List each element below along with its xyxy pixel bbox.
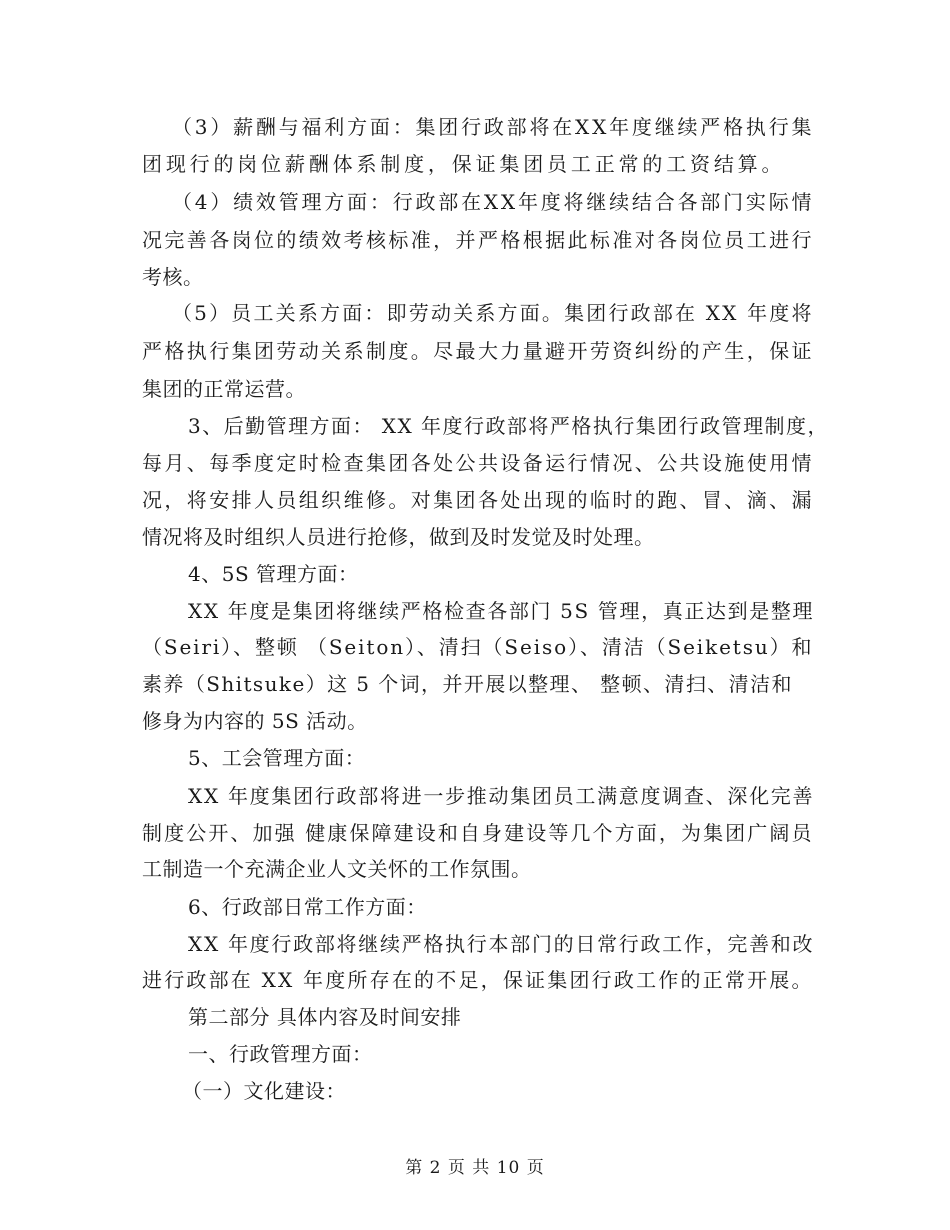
text-line: 集团的正常运营。 xyxy=(142,377,306,401)
text-line: 4、5S 管理方面： xyxy=(188,562,359,586)
text-line: 况，将安排人员组织维修。对集团各处出现的临时的跑、冒、滴、漏 xyxy=(142,488,814,512)
text-line: 工制造一个充满企业人文关怀的工作氛围。 xyxy=(142,857,532,881)
text-line: 团现行的岗位薪酬体系制度，保证集团员工正常的工资结算。 xyxy=(142,152,786,176)
text-line: 5、工会管理方面： xyxy=(188,746,366,770)
section-heading: 第二部分 具体内容及时间安排 xyxy=(188,1005,462,1029)
text-line: （4）绩效管理方面：行政部在XX年度将继续结合各部门实际情 xyxy=(172,190,815,214)
text-line: 素养（Shitsuke）这 5 个词，并开展以整理、 整顿、清扫、清洁和 xyxy=(142,672,793,696)
text-line: XX 年度行政部将继续严格执行本部门的日常行政工作，完善和改 xyxy=(188,932,815,956)
text-line: 每月、每季度定时检查集团各处公共设备运行情况、公共设施使用情 xyxy=(142,451,814,475)
text-line: 6、行政部日常工作方面： xyxy=(188,895,427,919)
text-line: XX 年度集团行政部将进一步推动集团员工满意度调查、深化完善 xyxy=(188,784,815,808)
text-line: （Seiri）、整顿 （Seiton）、清扫（Seiso）、清洁（Seiketsu）和 xyxy=(142,635,814,659)
text-line: 严格执行集团劳动关系制度。尽最大力量避开劳资纠纷的产生，保证 xyxy=(142,339,814,363)
page-number-footer: 第 2 页 共 10 页 xyxy=(405,1158,545,1178)
subsection-heading: （一）文化建设： xyxy=(182,1079,346,1103)
text-line: 修身为内容的 5S 活动。 xyxy=(142,709,368,733)
text-line: 情况将及时组织人员进行抢修，做到及时发觉及时处理。 xyxy=(142,525,655,549)
section-heading: 一、行政管理方面： xyxy=(188,1042,373,1066)
text-line: （5）员工关系方面：即劳动关系方面。集团行政部在 XX 年度将 xyxy=(172,301,814,325)
text-line: 制度公开、加强 健康保障建设和自身建设等几个方面，为集团广阔员 xyxy=(142,821,814,845)
text-line: XX 年度是集团将继续严格检查各部门 5S 管理，真正达到是整理 xyxy=(188,599,815,623)
text-line: 考核。 xyxy=(142,265,204,289)
text-line: （3）薪酬与福利方面：集团行政部将在XX年度继续严格执行集 xyxy=(172,115,815,139)
text-line: 况完善各岗位的绩效考核标准，并严格根据此标准对各岗位员工进行 xyxy=(142,228,814,252)
text-line: 进行政部在 XX 年度所存在的不足，保证集团行政工作的正常开展。 xyxy=(142,968,814,992)
text-line: 3、后勤管理方面： XX 年度行政部将严格执行集团行政管理制度， xyxy=(188,414,829,438)
